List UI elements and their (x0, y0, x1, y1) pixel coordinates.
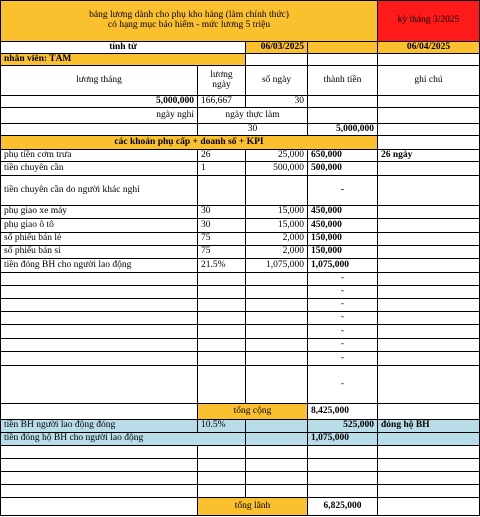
insurance-employee-note: đóng hộ BH (378, 420, 480, 433)
cell (198, 472, 246, 485)
allowance-name: phụ tiền cơm trưa (0, 150, 198, 162)
allowance-note (378, 176, 480, 206)
cell (308, 96, 378, 108)
col-base-salary: lương tháng (0, 66, 198, 96)
allowance-qty: 26 (198, 150, 246, 162)
date-to: 06/04/2025 (378, 42, 480, 54)
base-salary-value: 5,000,000 (0, 96, 198, 108)
worked-days-label: ngày thực làm (198, 108, 308, 124)
cell (246, 339, 308, 352)
total-label: tổng cộng (198, 404, 308, 420)
allowance-name: số phiếu bán lẻ (0, 233, 198, 246)
cell (246, 366, 308, 404)
net-amount: 6,825,000 (308, 498, 378, 516)
cell (246, 286, 308, 299)
cell (378, 404, 480, 420)
allowance-amount: 1,075,000 (308, 259, 378, 273)
allowance-amount: 650,000 (308, 150, 378, 162)
allowance-note (378, 246, 480, 259)
cell (378, 286, 480, 299)
cell (246, 459, 308, 472)
col-amount: thành tiền (308, 66, 378, 96)
col-days: số ngày (246, 66, 308, 96)
cell (378, 433, 480, 446)
allowance-amount: - (308, 176, 378, 206)
cell (198, 312, 246, 325)
title-line-2: có hạng mục bảo hiểm - mức lương 5 triệu (107, 20, 271, 30)
cell (308, 472, 378, 485)
cell (0, 472, 198, 485)
cell (0, 339, 198, 352)
cell (378, 485, 480, 498)
worked-days-value: 30 (198, 124, 308, 136)
cell (308, 54, 378, 66)
allowance-note (378, 206, 480, 219)
allowance-rate: 15,000 (246, 219, 308, 233)
cell (198, 325, 246, 339)
allowance-rate: 500,000 (246, 162, 308, 176)
cell (0, 273, 198, 286)
employee-name: nhân viên: TÂM (0, 54, 246, 66)
allowance-name: phụ giao ô tô (0, 219, 198, 233)
cell (246, 273, 308, 286)
cell (0, 446, 198, 459)
cell (198, 485, 246, 498)
allowance-note (378, 162, 480, 176)
allowance-qty: 21.5% (198, 259, 246, 273)
cell (198, 299, 246, 312)
dash-value: - (308, 325, 378, 339)
daily-salary-value: 166,667 (198, 96, 246, 108)
insurance-employee-amount: 525,000 (308, 420, 378, 433)
cell (198, 366, 246, 404)
allowance-rate: 1,075,000 (246, 259, 308, 273)
allowance-rate: 2,000 (246, 246, 308, 259)
cell (246, 420, 308, 433)
dash-value: - (308, 286, 378, 299)
cell (378, 498, 480, 516)
cell (0, 299, 198, 312)
cell (378, 352, 480, 366)
sheet-title (0, 0, 378, 42)
cell (308, 108, 378, 124)
cell (378, 299, 480, 312)
allowance-name: tiền chuyên cần (0, 162, 198, 176)
cell (378, 124, 480, 136)
allowance-rate: 2,000 (246, 233, 308, 246)
cell (378, 96, 480, 108)
insurance-support-label: tiền đóng hộ BH cho người lao động (0, 433, 246, 446)
cell (0, 485, 198, 498)
allowance-name: tiền đóng BH cho người lao động (0, 259, 198, 273)
title-line-1: bảng lương dành cho phụ kho hàng (làm chính thức) (89, 10, 289, 21)
cell (378, 459, 480, 472)
allowance-note (378, 233, 480, 246)
cell (378, 339, 480, 352)
col-daily-salary: lương ngày (198, 66, 246, 96)
cell (0, 352, 198, 366)
allowance-qty (198, 176, 246, 206)
cell (378, 325, 480, 339)
dash-value: - (308, 312, 378, 325)
cell (0, 459, 198, 472)
allowance-amount: 450,000 (308, 219, 378, 233)
cell (198, 352, 246, 366)
cell (0, 404, 198, 420)
allowance-note: 26 ngày (378, 150, 480, 162)
dash-value: - (308, 366, 378, 404)
allowance-qty: 30 (198, 219, 246, 233)
cell (378, 366, 480, 404)
cell (0, 286, 198, 299)
dash-value: - (308, 352, 378, 366)
cell (246, 485, 308, 498)
date-label: tính từ (0, 42, 246, 54)
allowance-name: số phiếu bán sỉ (0, 246, 198, 259)
cell (308, 446, 378, 459)
cell (198, 273, 246, 286)
cell (246, 325, 308, 339)
cell (308, 485, 378, 498)
dash-value: - (308, 339, 378, 352)
allowance-qty: 1 (198, 162, 246, 176)
allowance-amount: 500,000 (308, 162, 378, 176)
cell (0, 312, 198, 325)
cell (378, 54, 480, 66)
cell (308, 459, 378, 472)
days-value: 30 (246, 96, 308, 108)
allowance-name: tiền chuyên cần do người khác nghỉ (0, 176, 198, 206)
cell (378, 273, 480, 286)
allowance-note (378, 219, 480, 233)
cell (246, 299, 308, 312)
allowance-name: phụ giao xe máy (0, 206, 198, 219)
allowance-note (378, 259, 480, 273)
cell (198, 286, 246, 299)
allowance-qty: 30 (198, 206, 246, 219)
allowance-amount: 150,000 (308, 233, 378, 246)
cell (246, 54, 308, 66)
cell (0, 124, 198, 136)
salary-amount: 5,000,000 (308, 124, 378, 136)
allowance-rate: 25,000 (246, 150, 308, 162)
allowance-qty: 75 (198, 246, 246, 259)
cell (0, 366, 198, 404)
cell (378, 136, 480, 150)
cell (198, 339, 246, 352)
col-note: ghi chú (378, 66, 480, 96)
cell (378, 312, 480, 325)
insurance-employee-rate: 10.5% (198, 420, 246, 433)
cell (198, 459, 246, 472)
cell (246, 352, 308, 366)
total-amount: 8,425,000 (308, 404, 378, 420)
dash-value: - (308, 299, 378, 312)
allowance-rate (246, 176, 308, 206)
cell (378, 472, 480, 485)
cell (0, 325, 198, 339)
insurance-employee-label: tiền BH người lao động đóng (0, 420, 198, 433)
cell (198, 446, 246, 459)
period-badge: kỳ tháng 3/2025 (378, 0, 480, 42)
date-from: 06/03/2025 (246, 42, 308, 54)
allowance-amount: 450,000 (308, 206, 378, 219)
allowance-amount: 150,000 (308, 246, 378, 259)
cell (246, 446, 308, 459)
days-off-label: ngày nghỉ (0, 108, 198, 124)
allowance-qty: 75 (198, 233, 246, 246)
allowance-section-header: các khoản phụ cấp + doanh số + KPI (0, 136, 378, 150)
cell (246, 433, 308, 446)
cell (378, 446, 480, 459)
cell (246, 312, 308, 325)
net-label: tổng lãnh (198, 498, 308, 516)
date-from-fill (308, 42, 378, 54)
cell (246, 472, 308, 485)
dash-value: - (308, 273, 378, 286)
insurance-support-amount: 1,075,000 (308, 433, 378, 446)
allowance-rate: 15,000 (246, 206, 308, 219)
cell (378, 108, 480, 124)
cell (0, 498, 198, 516)
